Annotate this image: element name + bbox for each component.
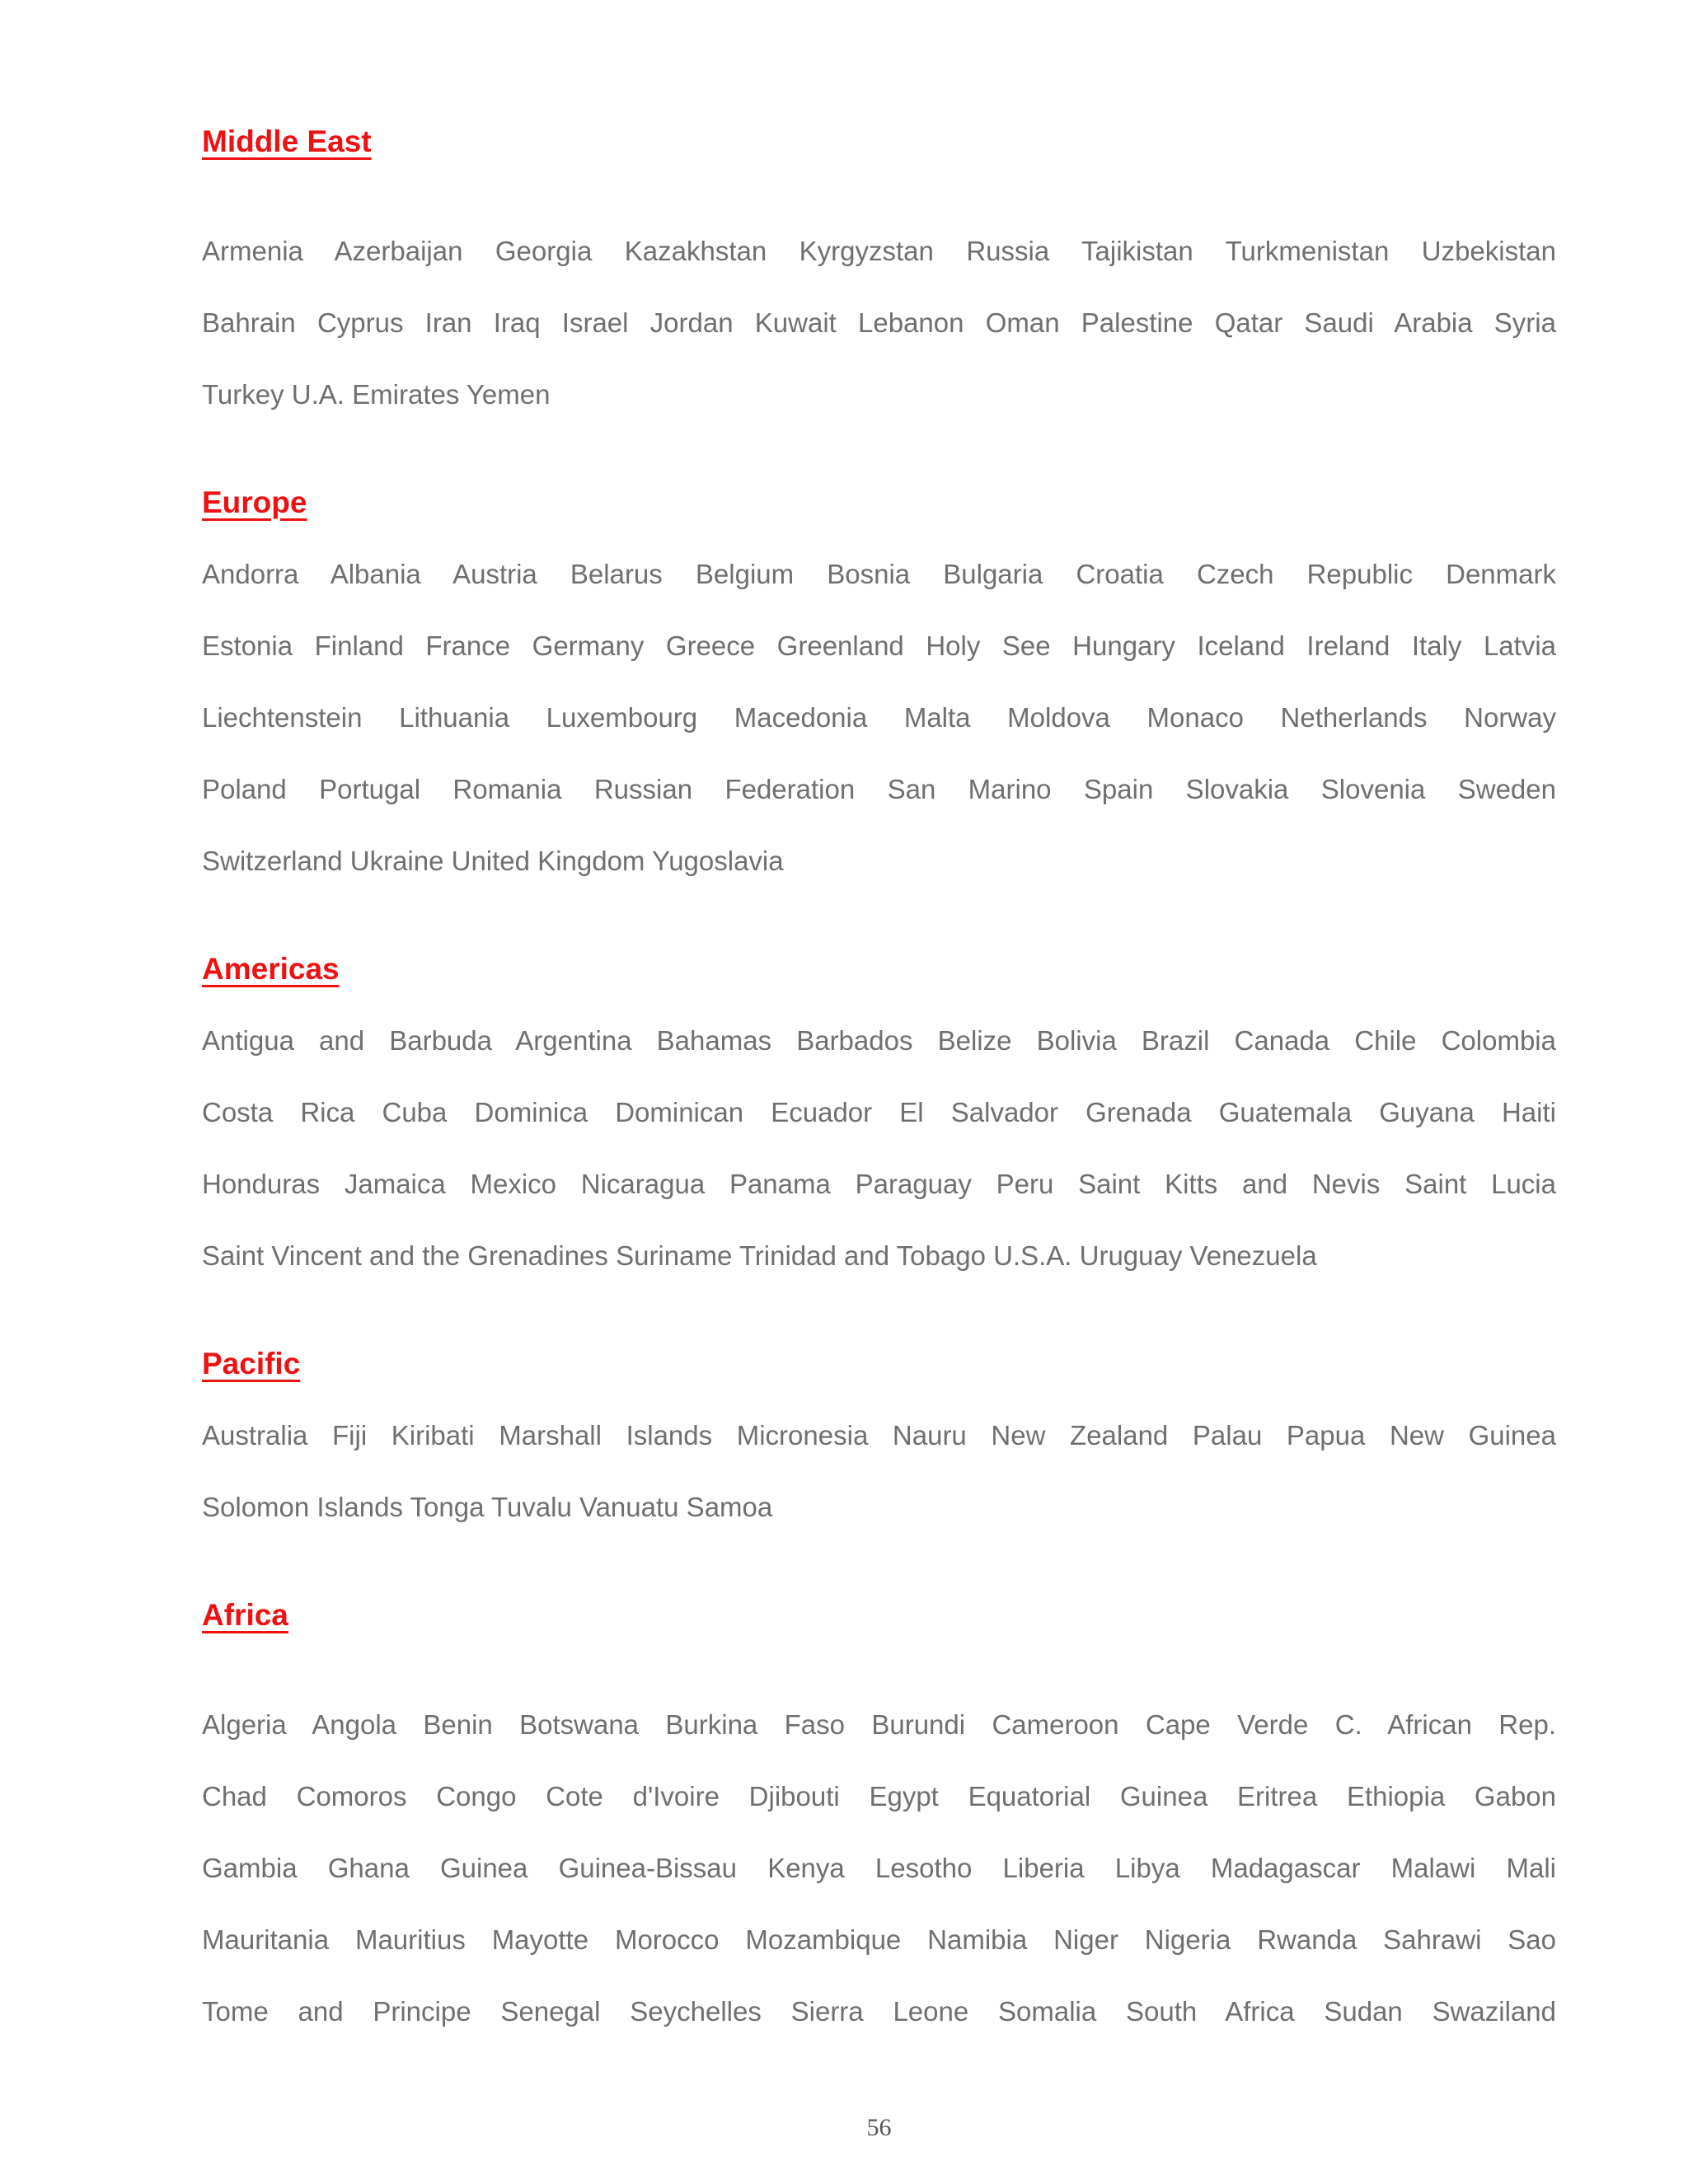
section-middle-east: [202, 105, 1556, 430]
section-body-pacific: [202, 1399, 1556, 1543]
section-heading-pacific: Pacific: [202, 1347, 301, 1380]
section-africa: [202, 1579, 1556, 2047]
body-line: Honduras Jamaica Mexico Nicaragua Panama Paraguay Peru Saint Kitts and Nevis Saint Lucia: [202, 1169, 1556, 1199]
body-line: Antigua and Barbuda Argentina Bahamas Barbados Belize Bolivia Brazil Canada Chile Colombia: [202, 1025, 1556, 1056]
body-line: Estonia Finland France Germany Greece Greenland Holy See Hungary Iceland Ireland Italy Latvia: [202, 630, 1556, 661]
body-line: Gambia Ghana Guinea Guinea-Bissau Kenya Lesotho Liberia Libya Madagascar Malawi Mali: [202, 1853, 1556, 1883]
body-line: Turkey U.A. Emirates Yemen: [202, 379, 551, 410]
section-body-europe: [202, 538, 1556, 897]
section-heading-europe: Europe: [202, 485, 307, 519]
body-line: Tome and Principe Senegal Seychelles Sierra Leone Somalia South Africa Sudan Swaziland: [202, 1996, 1556, 2027]
section-heading-africa: Africa: [202, 1598, 288, 1632]
body-line: Mauritania Mauritius Mayotte Morocco Mozambique Namibia Niger Nigeria Rwanda Sahrawi Sao: [202, 1924, 1556, 1955]
body-line: Solomon Islands Tonga Tuvalu Vanuatu Samoa: [202, 1492, 773, 1522]
body-line: Bahrain Cyprus Iran Iraq Israel Jordan Kuwait Lebanon Oman Palestine Qatar Saudi Arabia Syria: [202, 307, 1556, 338]
section-body-africa: [202, 1689, 1556, 2047]
section-heading-middle-east: Middle East: [202, 124, 372, 158]
section-europe: [202, 466, 1556, 897]
body-line: Andorra Albania Austria Belarus Belgium Bosnia Bulgaria Croatia Czech Republic Denmark: [202, 559, 1556, 589]
section-americas: [202, 933, 1556, 1291]
body-line: Switzerland Ukraine United Kingdom Yugoslavia: [202, 846, 784, 876]
body-line: Saint Vincent and the Grenadines Suriname Trinidad and Tobago U.S.A. Uruguay Venezuela: [202, 1240, 1317, 1271]
page-number: 56: [866, 2114, 892, 2141]
body-line: Liechtenstein Lithuania Luxembourg Macedonia Malta Moldova Monaco Netherlands Norway: [202, 702, 1556, 733]
body-line: Poland Portugal Romania Russian Federation San Marino Spain Slovakia Slovenia Sweden: [202, 774, 1556, 804]
body-line: Algeria Angola Benin Botswana Burkina Faso Burundi Cameroon Cape Verde C. African Rep.: [202, 1709, 1556, 1740]
body-line: Chad Comoros Congo Cote d'Ivoire Djibouti Egypt Equatorial Guinea Eritrea Ethiopia Gabon: [202, 1781, 1556, 1811]
sections-container: [202, 105, 1556, 2083]
body-line: Costa Rica Cuba Dominica Dominican Ecuador El Salvador Grenada Guatemala Guyana Haiti: [202, 1097, 1556, 1127]
section-heading-americas: Americas: [202, 952, 340, 986]
body-line: Australia Fiji Kiribati Marshall Islands Micronesia Nauru New Zealand Palau Papua New Guinea: [202, 1420, 1556, 1451]
section-body-middle-east: [202, 215, 1556, 430]
section-body-americas: [202, 1005, 1556, 1291]
body-line: Armenia Azerbaijan Georgia Kazakhstan Kyrgyzstan Russia Tajikistan Turkmenistan Uzbekistan: [202, 236, 1556, 266]
section-pacific: [202, 1328, 1556, 1543]
